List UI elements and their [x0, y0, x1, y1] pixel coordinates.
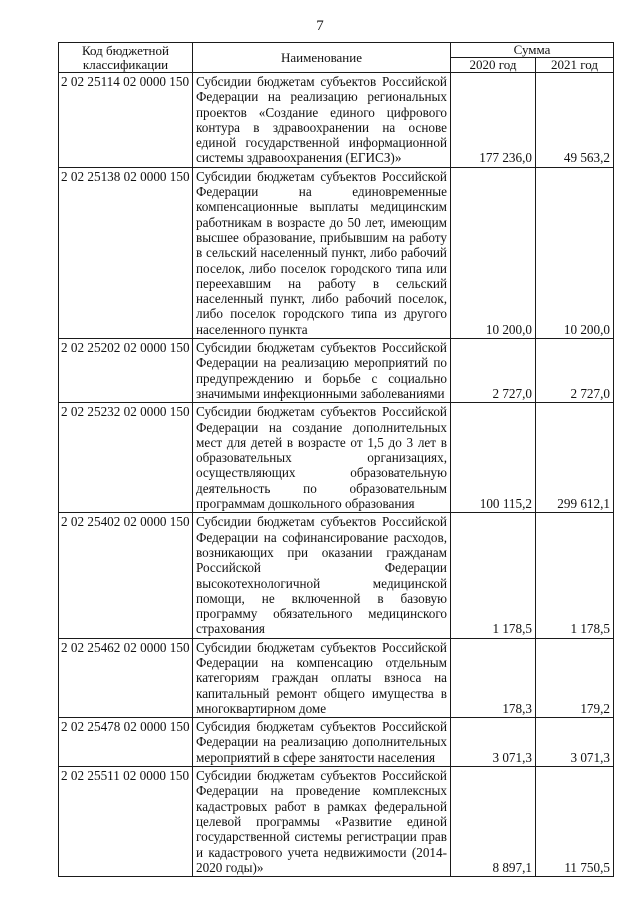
- header-name: Наименование: [193, 43, 451, 73]
- row-value-2021: 11 750,5: [536, 767, 614, 877]
- table-row: [59, 73, 614, 168]
- row-value-2020: 2 727,0: [451, 339, 536, 403]
- page-number: 7: [316, 18, 324, 34]
- row-name: Субсидии бюджетам субъектов Российской Федерации на проведение комплексных кадастровых работ в рамках федеральной целевой программы «Развитие единой государственной системы регистрации прав и кадастрового учета недвижимости (2014-2020 годы)»: [193, 767, 451, 877]
- row-name: Субсидии бюджетам субъектов Российской Федерации на реализацию региональных проектов «Создание единого цифрового контура в здравоохранении на основе единой государственной информационной системы здравоохранения (ЕГИСЗ)»: [193, 73, 451, 168]
- row-name: Субсидии бюджетам субъектов Российской Федерации на компенсацию отдельным категориям граждан оплаты взноса на капитальный ремонт общего имущества в многоквартирном доме: [193, 638, 451, 717]
- row-value-2021: 299 612,1: [536, 403, 614, 513]
- row-value-2021: 179,2: [536, 638, 614, 717]
- row-code: 2 02 25478 02 0000 150: [59, 718, 193, 767]
- row-value-2021: 2 727,0: [536, 339, 614, 403]
- table-header: [59, 43, 614, 73]
- row-value-2021: 49 563,2: [536, 73, 614, 168]
- table-row: [59, 339, 614, 403]
- row-value-2021: 3 071,3: [536, 718, 614, 767]
- row-value-2020: 178,3: [451, 638, 536, 717]
- table-body: [59, 73, 614, 877]
- row-name: Субсидии бюджетам субъектов Российской Федерации на софинансирование расходов, возникающих при оказании гражданам Российской Федерации высокотехнологичной медицинской помощи, не включенной в базовую программу обязательного медицинского страхования: [193, 513, 451, 638]
- header-year-2021: 2021 год: [536, 58, 614, 73]
- row-name: Субсидии бюджетам субъектов Российской Федерации на создание дополнительных мест для детей в возрасте от 1,5 до 3 лет в образовательных организациях, осуществляющих образовательную деятельность по образовательным программам дошкольного образования: [193, 403, 451, 513]
- table-row: [59, 167, 614, 338]
- row-value-2020: 10 200,0: [451, 167, 536, 338]
- row-value-2020: 100 115,2: [451, 403, 536, 513]
- row-value-2021: 10 200,0: [536, 167, 614, 338]
- row-name: Субсидии бюджетам субъектов Российской Федерации на реализацию мероприятий по предупреждению и борьбе с социально значимыми инфекционными заболеваниями: [193, 339, 451, 403]
- row-value-2020: 8 897,1: [451, 767, 536, 877]
- header-sum: Сумма: [451, 43, 614, 58]
- row-value-2020: 177 236,0: [451, 73, 536, 168]
- table-row: [59, 638, 614, 717]
- row-code: 2 02 25511 02 0000 150: [59, 767, 193, 877]
- row-value-2021: 1 178,5: [536, 513, 614, 638]
- row-code: 2 02 25232 02 0000 150: [59, 403, 193, 513]
- row-code: 2 02 25402 02 0000 150: [59, 513, 193, 638]
- table-row: [59, 513, 614, 638]
- row-value-2020: 3 071,3: [451, 718, 536, 767]
- row-code: 2 02 25138 02 0000 150: [59, 167, 193, 338]
- table-row: [59, 718, 614, 767]
- budget-table: [58, 42, 614, 877]
- header-code: Код бюджетной классификации: [59, 43, 193, 73]
- row-code: 2 02 25462 02 0000 150: [59, 638, 193, 717]
- row-name: Субсидии бюджетам субъектов Российской Федерации на единовременные компенсационные выплаты медицинским работникам в возрасте до 50 лет, имеющим высшее образование, прибывшим на работу в сельский населенный пункт, либо рабочий поселок, либо поселок городского типа или переехавшим на работу в сельский населенный пункт, либо рабочий поселок, либо поселок городского типа из другого населенного пункта: [193, 167, 451, 338]
- row-value-2020: 1 178,5: [451, 513, 536, 638]
- row-name: Субсидия бюджетам субъектов Российской Федерации на реализацию дополнительных мероприятий в сфере занятости населения: [193, 718, 451, 767]
- row-code: 2 02 25114 02 0000 150: [59, 73, 193, 168]
- table-row: [59, 767, 614, 877]
- table-row: [59, 403, 614, 513]
- row-code: 2 02 25202 02 0000 150: [59, 339, 193, 403]
- header-year-2020: 2020 год: [451, 58, 536, 73]
